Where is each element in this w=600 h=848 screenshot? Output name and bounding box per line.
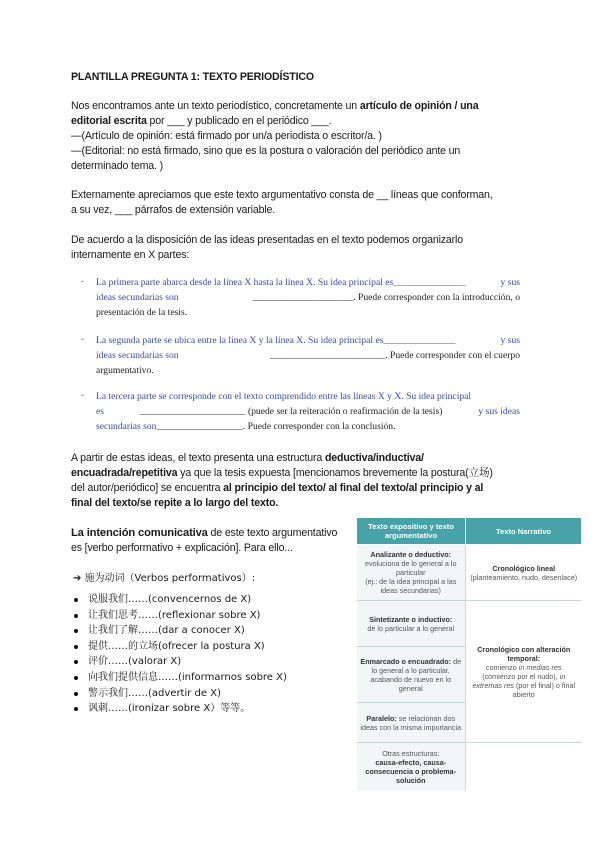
intro-note: —(Artículo de opinión: está firmado por un/a periodista o escritor/a. ) [71,130,382,142]
paragraph-text: del autor/periódico] se encuentra [71,482,224,494]
paragraph-emphasis: al principio del texto/ al final del texto/al principio y al [223,482,484,494]
paragraph-emphasis: La intención comunicativa [71,527,208,539]
part-text: y sus ideas [478,406,520,417]
list-item: 提供……的立场(ofrecer la postura X) [88,639,287,655]
intro-emphasis: editorial escrita [71,115,147,127]
part-text: ideas secundarias son [96,292,179,303]
part-text: La primera parte abarca desde la línea X hasta la línea X. Su idea principal es_______________ [96,277,466,288]
intro-text: por ___ y publicado en el periódico ___. [146,115,332,127]
verbs-list [88,592,287,717]
table-cell: Analizante o deductivo: evoluciona de lo general a lo particular (ej.: de la idea principal a las ideas secundarias) [357,545,466,601]
part-text: y sus [500,335,520,346]
paragraph-line: De acuerdo a la disposición de las ideas presentadas en el texto podemos organizarlo [71,234,463,246]
list-item: 警示我们……(advertir de X) [88,686,287,702]
structure-paragraph [71,451,493,511]
list-item: 让我们了解……(dar a conocer X) [88,623,287,639]
table-cell [466,743,582,791]
table-cell: Otras estructuras: causa-efecto, causa-consecuencia o problema-solución [357,743,466,791]
paragraph-line: a su vez, ___ párrafos de extensión variable. [71,204,276,216]
external-structure-paragraph [71,188,493,218]
intro-emphasis: artículo de opinión / una [359,100,479,112]
part-text: presentación de la tesis. [96,307,188,318]
intro-note: —(Editorial: no está firmado, sino que es la postura o valoración del periódico ante un [71,145,461,157]
table-header: Texto Narrativo [466,518,582,545]
list-item: 讽刺……(ironizar sobre X）等等。 [88,701,287,717]
part-text: es [96,406,104,417]
paragraph-line: internamente en X partes: [71,249,190,261]
paragraph-emphasis: deductiva/inductiva/ [324,452,424,464]
intro-paragraph [71,99,479,174]
intention-paragraph [71,526,337,556]
part-text: La tercera parte se corresponde con el texto comprendido entre las líneas X y X. Su idea principal [96,391,472,402]
dash-bullet: - [81,390,84,400]
part-two [96,333,520,378]
list-item: 评价……(valorar X) [88,654,287,670]
intro-note: determinado tema. ) [71,160,163,172]
part-text: ________________________. Puede corresponder con el cuerpo [270,350,520,361]
paragraph-text: ya que la tesis expuesta [mencionamos brevemente la postura(立场) [177,467,493,479]
part-text: __________________. Puede corresponder con la conclusión. [156,421,396,432]
table-cell: Sintetizante o inductivo: de lo particular a lo general [357,601,466,647]
part-text: secundarias son [96,421,157,432]
list-item: 说服我们……(convencernos de X) [88,592,287,608]
paragraph-text: de este texto argumentativo [207,527,338,539]
part-three [96,389,520,434]
paragraph-line: Externamente apreciamos que este texto argumentativo consta de __ líneas que conforman, [71,189,493,201]
table-cell: Paralelo: se relacionan dos ideas con la misma importancia [357,703,466,743]
list-item: 向我们提供信息……(informarnos sobre X) [88,670,287,686]
paragraph-text: A partir de estas ideas, el texto presenta una estructura [71,452,325,464]
part-text: y sus [500,277,520,288]
dash-bullet: - [81,334,84,344]
dash-bullet: - [81,276,84,286]
part-text: _____________________. Puede corresponder con la introducción, o [252,292,520,303]
table-cell: Enmarcado o encuadrado: de lo general a lo particular, acabando de nuevo en lo general [357,647,466,703]
page-title: PLANTILLA PREGUNTA 1: TEXTO PERIODÍSTICO [71,71,314,83]
table-cell: Cronológico con alteración temporal: comienzo in medias res (comienzo por el nudo), in extremas res (por el final) o final abierto [466,601,582,743]
part-text: argumentativo. [96,365,154,376]
table-cell: Cronológico lineal (planteamiento, nudo, desenlace) [466,545,582,601]
text-types-table [356,517,582,791]
paragraph-text: es [verbo performativo + explicación]. Para ello... [71,542,293,554]
part-text: ______________________ (puede ser la reiteración o reafirmación de la tesis) [140,406,443,417]
paragraph-emphasis: encuadrada/repetitiva [71,467,178,479]
part-text: La segunda parte se ubica entre la línea X y la línea X. Su idea principal es_______________ [96,335,456,346]
disposition-paragraph [71,233,463,263]
intro-text: Nos encontramos ante un texto periodístico, concretamente un [71,100,360,112]
paragraph-emphasis: final del texto/se repite a lo largo del texto. [71,497,279,509]
list-item: 让我们思考……(reflexionar sobre X) [88,608,287,624]
table-header: Texto expositivo y texto argumentativo [357,518,466,545]
part-one [96,275,520,320]
verbs-heading: ➔ 施为动词（Verbos performativos）: [73,573,256,584]
part-text: ideas secundarias son [96,350,179,361]
